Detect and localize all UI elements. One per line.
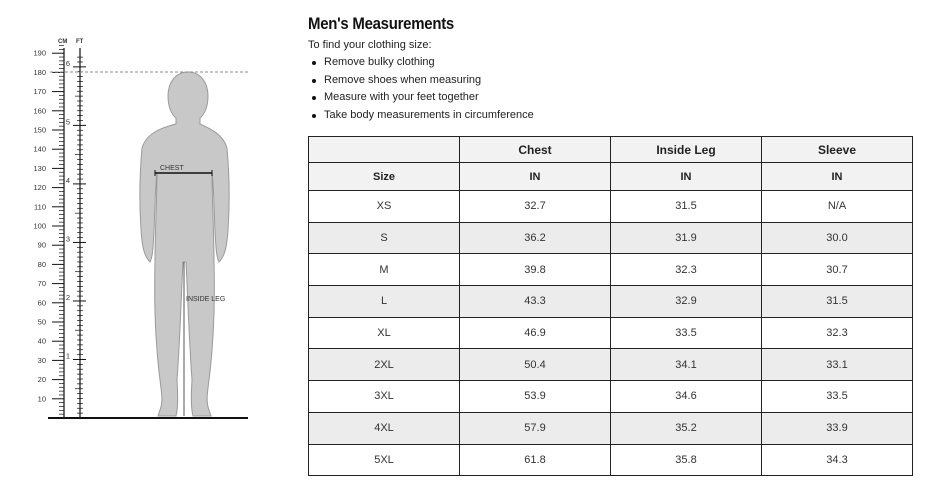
table-header-cell: Inside Leg [611,137,762,163]
cm-tick-label: 30 [37,355,46,365]
cm-tick-label: 160 [33,106,46,116]
table-cell: 30.0 [762,222,913,254]
table-cell: 31.5 [611,191,762,223]
list-item [310,55,534,73]
intro-text: To find your clothing size: [308,39,432,51]
cm-tick-label: 130 [33,163,46,173]
table-cell: L [309,286,460,318]
cm-tick-label: 150 [33,125,46,135]
tips-list [310,55,534,125]
table-row [309,444,913,476]
table-cell: S [309,222,460,254]
table-cell: 4XL [309,412,460,444]
cm-tick-label: 190 [33,48,46,58]
table-header-cell: Chest [460,137,611,163]
table-cell: M [309,254,460,286]
cm-tick-label: 80 [37,259,46,269]
cm-tick-label: 60 [37,298,46,308]
table-cell: 57.9 [460,412,611,444]
table-cell: 33.5 [611,317,762,349]
cm-tick-label: 120 [33,183,46,193]
table-cell: 5XL [309,444,460,476]
chest-label: CHEST [160,165,184,172]
tip-text: Take body measurements in circumference [324,108,534,121]
table-cell: XL [309,317,460,349]
list-item [310,90,534,108]
table-cell: 32.7 [460,191,611,223]
table-header-row [309,137,913,163]
cm-tick-label: 70 [37,279,46,289]
table-row [309,349,913,381]
table-cell: 31.9 [611,222,762,254]
table-cell: 32.3 [611,254,762,286]
ft-tick-label: 4 [65,175,70,185]
tip-text: Remove bulky clothing [324,56,435,68]
table-cell: 33.1 [762,349,913,381]
ft-tick-label: 5 [65,117,70,127]
inside-leg-label: INSIDE LEG [186,296,226,303]
tip-text: Remove shoes when measuring [324,73,482,86]
table-header-cell: Sleeve [762,137,913,163]
table-row [309,286,913,318]
table-cell: 34.3 [762,444,913,476]
table-cell: 33.9 [762,412,913,444]
bullet-icon [312,96,316,100]
cm-tick-label: 90 [37,240,46,250]
table-row [309,381,913,413]
height-ruler [33,39,86,418]
page-title: Men's Measurements [308,14,454,33]
list-item [310,73,534,91]
table-header-cell [309,137,460,163]
table-cell: 61.8 [460,444,611,476]
ft-tick-label: 1 [65,351,70,361]
table-subheader-cell: IN [762,163,913,191]
table-cell: N/A [762,191,913,223]
table-cell: 50.4 [460,349,611,381]
table-subheader-cell: IN [460,163,611,191]
table-row [309,317,913,349]
tip-text: Measure with your feet together [324,91,479,103]
ft-tick-label: 6 [65,58,70,68]
ft-tick-label: 3 [65,234,70,244]
cm-axis-title: CM [58,39,68,45]
table-cell: 53.9 [460,381,611,413]
cm-tick-label: 10 [37,394,46,404]
cm-tick-label: 20 [37,375,46,385]
ft-tick-label: 2 [65,292,70,302]
table-cell: 35.2 [611,412,762,444]
table-subheader-cell: IN [611,163,762,191]
table-cell: 34.1 [611,349,762,381]
cm-tick-label: 140 [33,144,46,154]
table-row [309,191,913,223]
table-cell: 33.5 [762,381,913,413]
table-body [309,191,913,476]
table-cell: 2XL [309,349,460,381]
table-cell: 36.2 [460,222,611,254]
table-cell: 3XL [309,381,460,413]
bullet-icon [312,79,316,83]
table-cell: 35.8 [611,444,762,476]
table-cell: XS [309,191,460,223]
cm-tick-label: 100 [33,221,46,231]
height-measurement-figure [0,0,300,501]
bullet-icon [312,114,316,118]
table-cell: 43.3 [460,286,611,318]
size-table [308,136,913,476]
table-subheader-row [309,163,913,191]
table-row [309,222,913,254]
table-subheader-cell: Size [309,163,460,191]
bullet-icon [312,61,316,65]
ft-axis-title: FT [76,39,84,45]
cm-tick-label: 50 [37,317,46,327]
cm-tick-label: 170 [33,87,46,97]
table-row [309,412,913,444]
table-cell: 32.3 [762,317,913,349]
table-cell: 30.7 [762,254,913,286]
table-cell: 46.9 [460,317,611,349]
cm-tick-label: 40 [37,336,46,346]
cm-tick-label: 180 [33,67,46,77]
cm-tick-label: 110 [34,202,46,212]
table-cell: 39.8 [460,254,611,286]
table-cell: 31.5 [762,286,913,318]
table-row [309,254,913,286]
table-cell: 34.6 [611,381,762,413]
table-cell: 32.9 [611,286,762,318]
list-item [310,108,534,126]
